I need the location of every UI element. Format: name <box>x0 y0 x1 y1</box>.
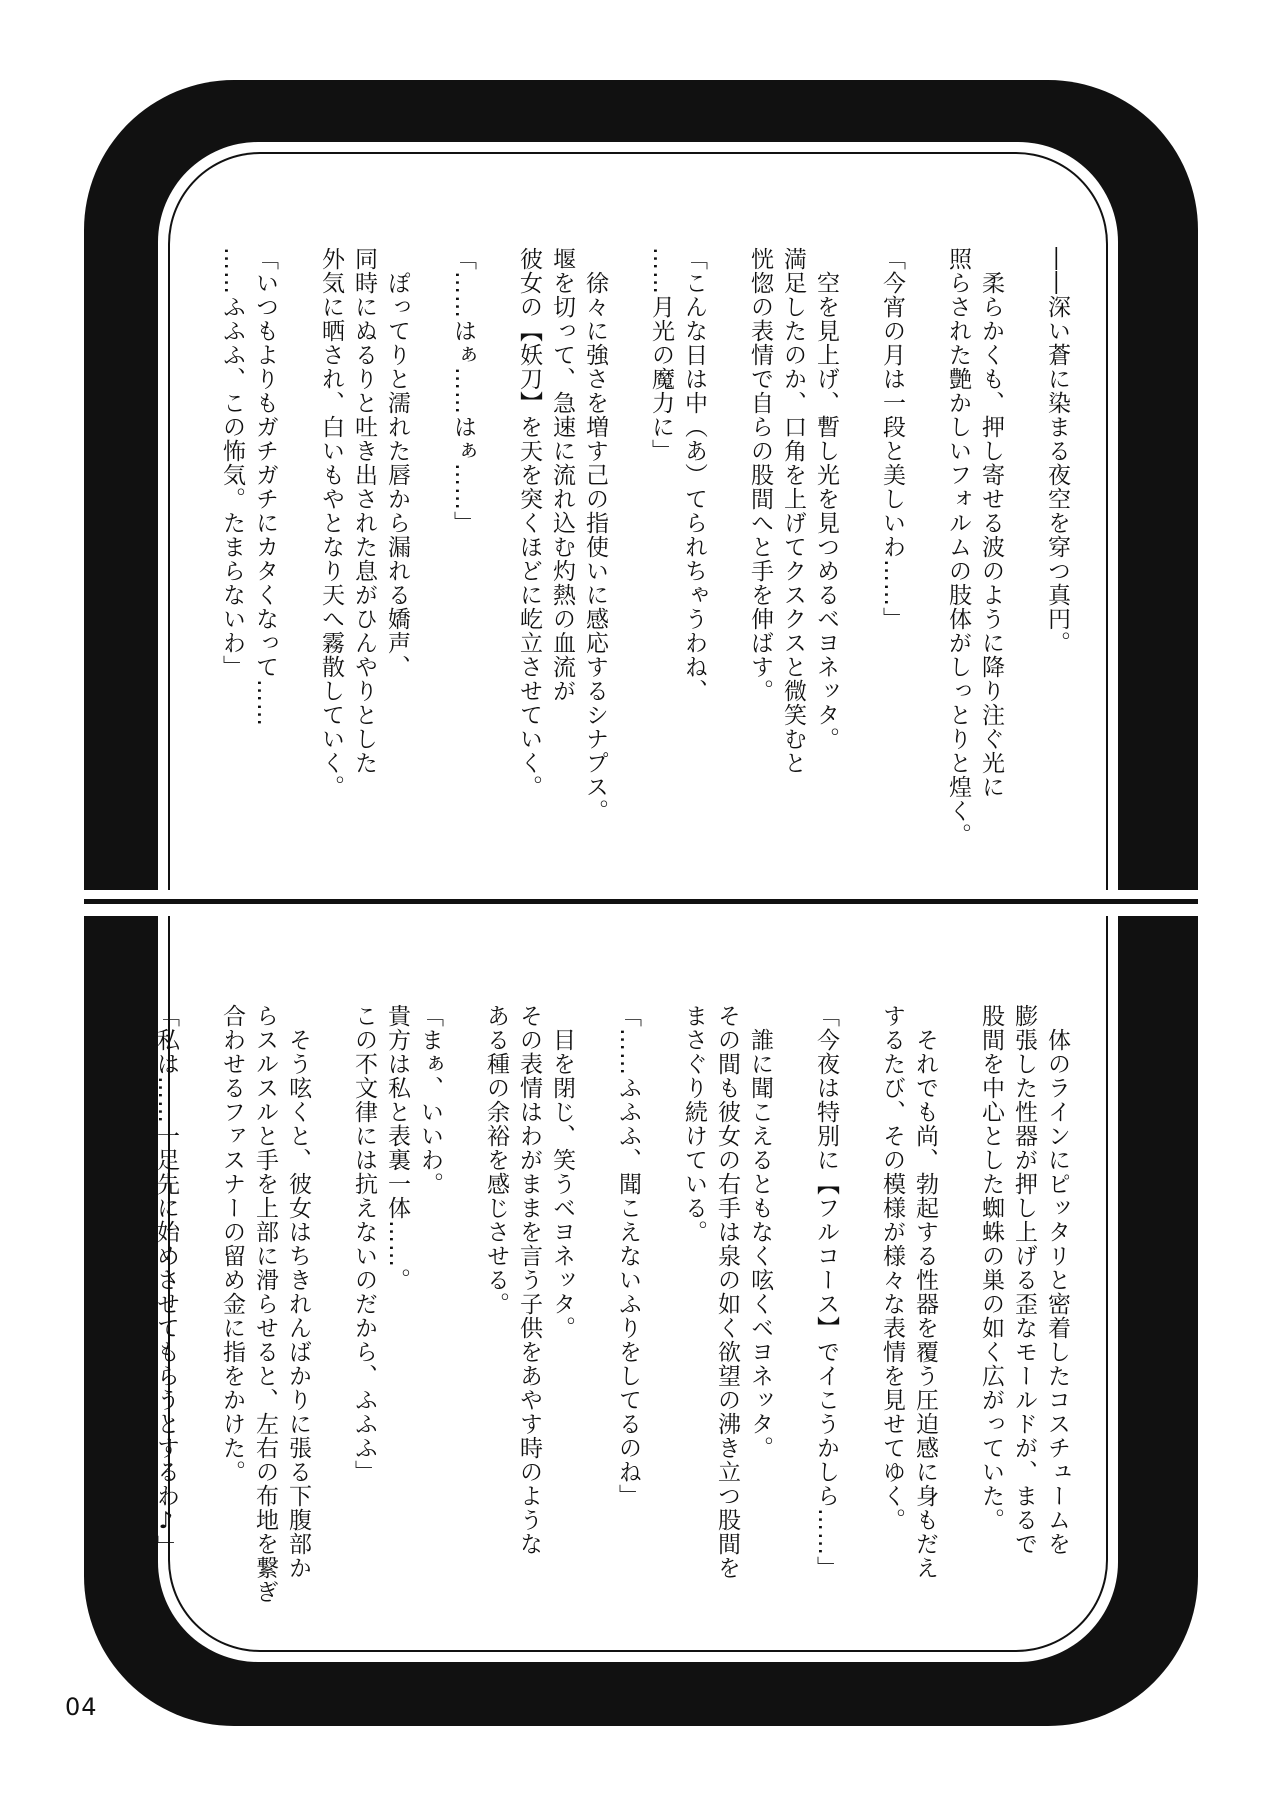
text-line: 「まぁ、いいわ。 <box>417 1004 443 1196</box>
text-line: ……ふふふ、この怖気。たまらないわ」 <box>219 247 245 679</box>
text-line <box>182 1004 215 1644</box>
text-line: この不文律には抗えないのだから、ふふふ」 <box>351 1004 377 1484</box>
text-line: ある種の余裕を感じさせる。 <box>483 1004 509 1316</box>
text-line <box>941 1004 974 1644</box>
top-panel-text <box>215 247 1073 887</box>
text-line <box>578 1004 611 1644</box>
text-line: 「いつもよりもガチガチにカタくなって…… <box>252 247 278 727</box>
text-line <box>908 247 941 887</box>
text-line <box>479 247 512 887</box>
text-line: 空を見上げ、暫し光を見つめるベヨネッタ。 <box>813 247 839 751</box>
text-line: 「こんな日は中（あ）てられちゃうわね、 <box>681 247 707 703</box>
text-line: 照らされた艶かしいフォルムの肢体がしっとりと煌く。 <box>945 247 971 847</box>
text-line: 彼女の【妖刀】を天を突くほどに屹立させていく。 <box>516 247 542 799</box>
text-line: 股間を中心とした蜘蛛の巣の如く広がっていた。 <box>978 1004 1004 1532</box>
text-line: 柔らかくも、押し寄せる波のように降り注ぐ光に <box>978 247 1004 799</box>
text-line <box>314 1004 347 1644</box>
text-line: 徐々に強さを増す己の指使いに感応するシナプス。 <box>582 247 608 823</box>
text-line: 「今宵の月は一段と美しいわ……」 <box>879 247 905 631</box>
text-line <box>842 247 875 887</box>
text-line: 合わせるファスナーの留め金に指をかけた。 <box>219 1004 245 1484</box>
text-line <box>446 1004 479 1644</box>
text-line: ……月光の魔力に」 <box>648 247 674 463</box>
text-line: その間も彼女の右手は泉の如く欲望の沸き立つ股間を <box>714 1004 740 1580</box>
text-line: するたび、その模様が様々な表情を見せてゆく。 <box>879 1004 905 1532</box>
text-line: 外気に晒され、白いもやとなり天へ霧散していく。 <box>318 247 344 799</box>
panel-divider <box>84 899 1198 904</box>
text-line <box>842 1004 875 1644</box>
text-line: 誰に聞こえるともなく呟くベヨネッタ。 <box>747 1004 773 1460</box>
text-line: ぽってりと濡れた唇から漏れる嬌声、 <box>384 247 410 679</box>
text-line: 体のラインにピッタリと密着したコスチュームを <box>1044 1004 1070 1556</box>
text-line: 目を閉じ、笑うベヨネッタ。 <box>549 1004 575 1340</box>
text-line: 同時にぬるりと吐き出された息がひんやりとした <box>351 247 377 775</box>
bottom-panel-text <box>149 1004 1073 1644</box>
text-line: 恍惚の表情で自らの股間へと手を伸ばす。 <box>747 247 773 703</box>
text-line <box>611 247 644 887</box>
text-line: その表情はわがままを言う子供をあやす時のような <box>516 1004 542 1556</box>
text-line: 「今夜は特別に【フルコース】でイこうかしら……」 <box>813 1004 839 1580</box>
text-line: ――深い蒼に染まる夜空を穿つ真円。 <box>1044 247 1070 655</box>
text-line: そう呟くと、彼女はちきれんばかりに張る下腹部か <box>285 1004 311 1580</box>
text-line: 「私は……一足先に始めさせてもらうとするわ♪」 <box>153 1004 179 1559</box>
text-line: 満足したのか、口角を上げてクスクスと微笑むと <box>780 247 806 775</box>
page-number: 04 <box>65 1693 98 1721</box>
text-line <box>281 247 314 887</box>
text-line: 膨張した性器が押し上げる歪なモールドが、まるで <box>1011 1004 1037 1556</box>
text-line: らスルスルと手を上部に滑らせると、左右の布地を繋ぎ <box>252 1004 278 1604</box>
text-line <box>710 247 743 887</box>
text-line <box>644 1004 677 1644</box>
text-line <box>1007 247 1040 887</box>
text-line: 貴方は私と表裏一体……。 <box>384 1004 410 1292</box>
text-line: 「……ふふふ、聞こえないふりをしてるのね」 <box>615 1004 641 1508</box>
text-line: 「……はぁ……はぁ……」 <box>450 247 476 535</box>
text-line: 堰を切って、急速に流れ込む灼熱の血流が <box>549 247 575 703</box>
text-line: まさぐり続けている。 <box>681 1004 707 1244</box>
text-line: それでも尚、勃起する性器を覆う圧迫感に身もだえ <box>912 1004 938 1580</box>
text-line <box>776 1004 809 1644</box>
text-line <box>413 247 446 887</box>
